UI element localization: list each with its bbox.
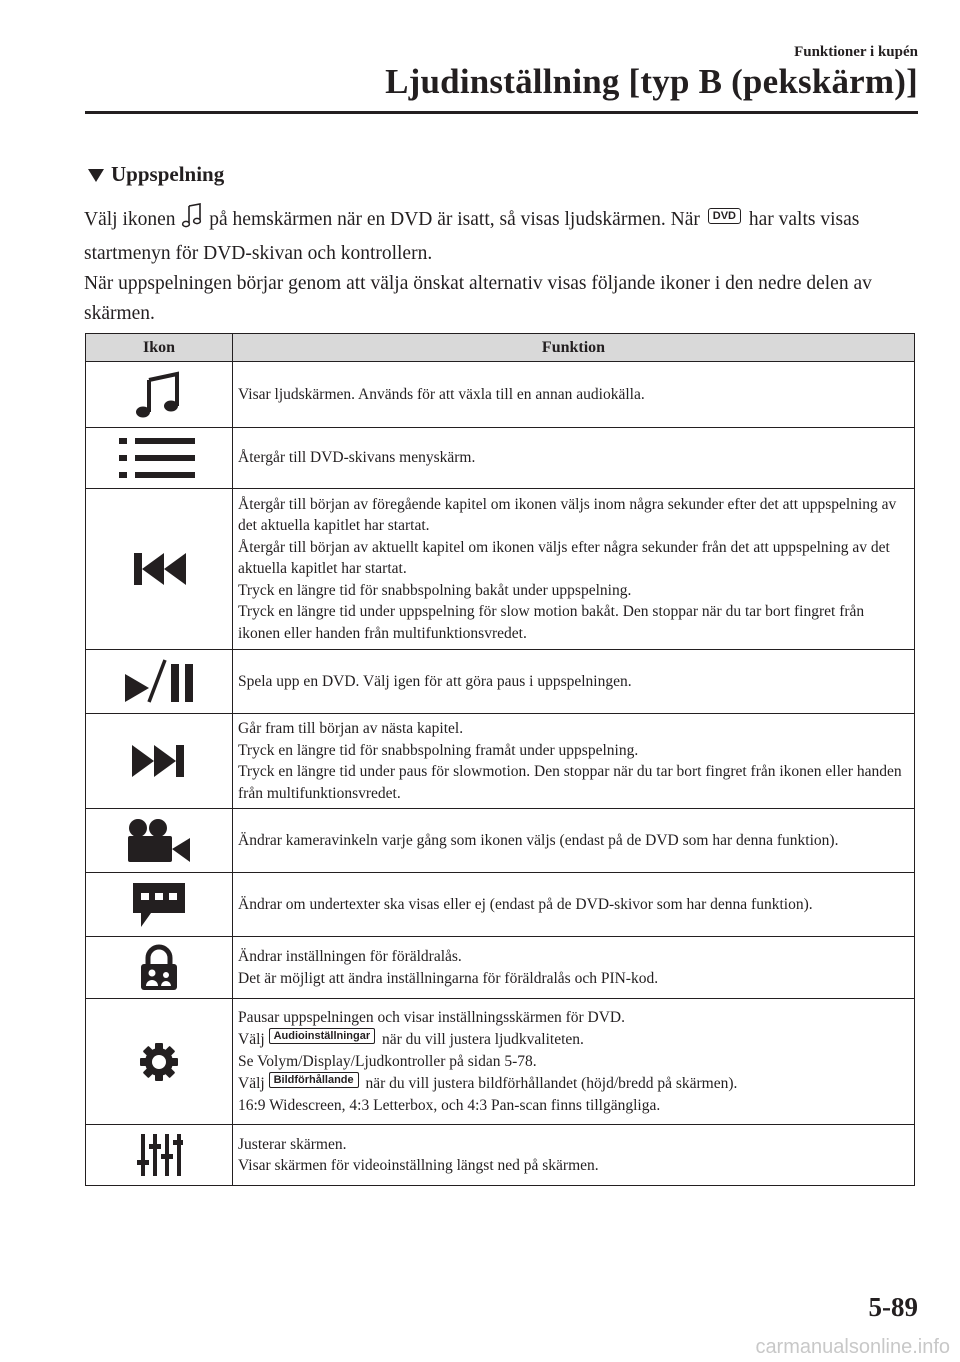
function-text — [238, 1072, 908, 1095]
function-text: Tryck en längre tid under uppspelning för slow motion bakåt. Den stoppar när du tar bort fingret från ikonen eller handen från multifunktionsvredet. — [238, 603, 865, 642]
function-text: Återgår till början av aktuellt kapitel om ikonen väljs efter några sekunder från det att uppspelning av det aktuella kapitlet har startat. — [238, 538, 890, 578]
function-text: Tryck en längre tid för snabbspolning bakåt under uppspelning. — [238, 581, 632, 599]
next-track-icon — [86, 739, 232, 783]
parental-lock-icon — [86, 944, 232, 992]
equalizer-sliders-icon — [86, 1132, 232, 1178]
function-text: Justerar skärmen. — [238, 1135, 347, 1153]
function-text: Ändrar inställningen för föräldralås. — [238, 948, 462, 965]
function-text: Det är möjligt att ändra inställningarna för föräldralås och PIN-kod. — [238, 969, 659, 987]
function-text: Visar ljudskärmen. Används för att växla till en annan audiokälla. — [238, 385, 645, 403]
page-title: Ljudinställning [typ B (pekskärm)] — [385, 62, 918, 101]
function-text — [238, 1028, 908, 1051]
function-text: Spela upp en DVD. Välj igen för att göra paus i uppspelningen. — [238, 672, 632, 690]
section-heading — [88, 162, 224, 187]
triangle-bullet-icon — [88, 169, 104, 182]
function-text: Återgår till början av föregående kapitel om ikonen väljs inom några sekunder efter det att uppspelning av det aktuella kapitlet har startat. — [238, 495, 897, 535]
dvd-button: DVD — [708, 208, 741, 224]
music-note-icon — [86, 370, 232, 420]
intro-text-c: har valts visas startmenyn för DVD-skivan och kontrollern. — [84, 209, 860, 264]
function-text: 16:9 Widescreen, 4:3 Letterbox, och 4:3 Pan-scan finns tillgängliga. — [238, 1096, 661, 1114]
function-text: Återgår till DVD-skivans menyskärm. — [238, 449, 476, 467]
function-text-part: när du vill justera ljudkvaliteten. — [378, 1031, 584, 1049]
music-note-icon — [180, 203, 204, 239]
chapter-label: Funktioner i kupén — [794, 44, 918, 60]
previous-track-icon — [86, 547, 232, 591]
table-row — [86, 650, 915, 714]
table-row — [86, 873, 915, 937]
function-text-part: Välj — [238, 1031, 269, 1049]
icon-function-table — [85, 333, 915, 1186]
function-text: Pausar uppspelningen och visar inställningsskärmen för DVD. — [238, 1008, 626, 1026]
table-row — [86, 809, 915, 873]
function-text: Visar skärmen för videoinställning längst ned på skärmen. — [238, 1157, 599, 1174]
audio-settings-button: Audioinställningar — [269, 1028, 376, 1044]
function-text-part: när du vill justera bildförhållandet (höjd/bredd på skärmen). — [361, 1075, 738, 1093]
function-text: Ändrar om undertexter ska visas eller ej (endast på de DVD-skivor som har denna funktion). — [238, 895, 813, 913]
header-rule — [85, 111, 918, 114]
table-row — [86, 428, 915, 489]
table-row — [86, 362, 915, 428]
menu-list-icon — [86, 436, 232, 480]
function-text: Tryck en längre tid under paus för slowmotion. Den stoppar när du tar bort fingret från ikonen eller handen från multifunktionsvredet. — [238, 763, 902, 802]
aspect-ratio-button: Bildförhållande — [269, 1072, 359, 1088]
table-header-row — [86, 334, 915, 362]
table-row — [86, 999, 915, 1125]
intro-text-a: Välj ikonen — [84, 209, 181, 230]
table-row — [86, 937, 915, 999]
function-text: Se Volym/Display/Ljudkontroller på sidan 5-78. — [238, 1052, 537, 1070]
table-row — [86, 1125, 915, 1186]
function-text: Går fram till början av nästa kapitel. — [238, 720, 464, 737]
function-text-part: Välj — [238, 1075, 269, 1093]
watermark: carmanualsonline.info — [755, 1336, 950, 1358]
page-number: 5-89 — [868, 1292, 918, 1322]
intro-text-b: på hemskärmen när en DVD är isatt, så visas ljudskärmen. När — [204, 209, 705, 230]
function-text: Ändrar kameravinkeln varje gång som ikonen väljs (endast på de DVD som har denna funktion). — [238, 831, 839, 849]
intro-paragraph-1 — [84, 203, 920, 269]
table-row — [86, 489, 915, 650]
table-row — [86, 714, 915, 809]
column-header-icon: Ikon — [86, 334, 233, 362]
intro-paragraph-2: När uppspelningen börjar genom att välja önskat alternativ visas följande ikoner i den nedre delen av skärmen. — [84, 273, 872, 324]
video-camera-icon — [86, 816, 232, 866]
section-title: Uppspelning — [111, 162, 225, 186]
subtitle-icon — [86, 879, 232, 931]
settings-gear-icon — [86, 1042, 232, 1082]
column-header-function: Funktion — [233, 334, 915, 362]
intro-text — [84, 203, 920, 329]
function-text: Tryck en längre tid för snabbspolning framåt under uppspelning. — [238, 741, 639, 759]
play-pause-icon — [86, 658, 232, 706]
